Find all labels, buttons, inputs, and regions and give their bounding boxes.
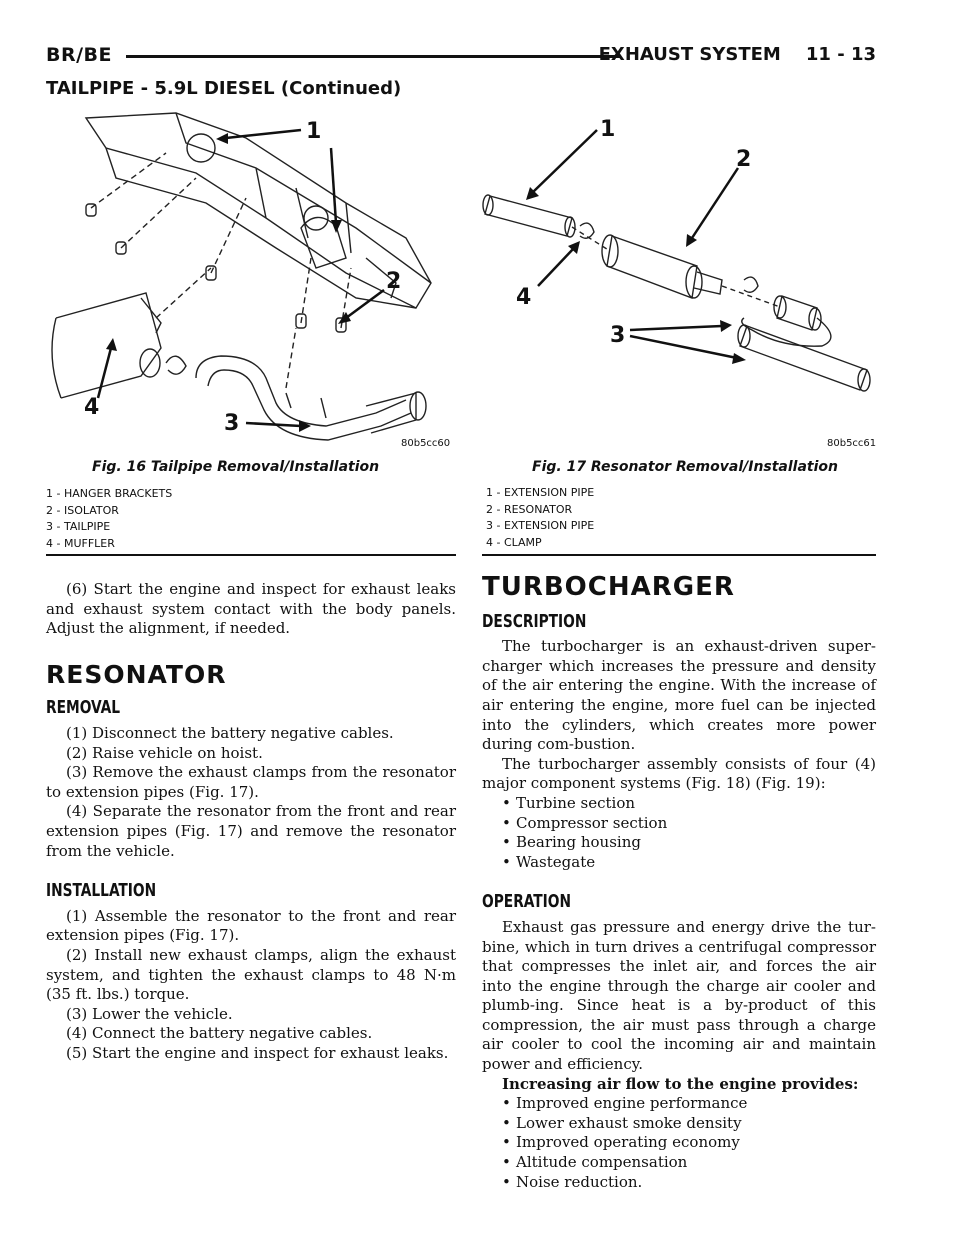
fig16-callout-4: 4 [84, 395, 100, 420]
fig16-code: 80b5cc60 [401, 438, 451, 449]
component-list-item: • Turbine section [502, 793, 636, 812]
header-rule [126, 55, 620, 58]
installation-step: (2) Install new exhaust clamps, align the exhaust system, and tighten the exhaust clamps to 48 N·m (35 ft. lbs.) torque. [46, 945, 456, 1004]
removal-step: (2) Raise vehicle on hoist. [66, 743, 263, 762]
bullet-text: Lower exhaust smoke density [516, 1113, 742, 1132]
bullet-text: Turbine section [516, 793, 636, 812]
benefit-list-item: • Improved engine performance [502, 1094, 748, 1113]
bullet-text: Compressor section [516, 813, 668, 832]
fig17-code: 80b5cc61 [827, 438, 877, 449]
bullet-text: Bearing housing [516, 833, 641, 852]
bullet-text: Wastegate [516, 852, 596, 871]
fig16-legend [46, 486, 172, 552]
fig16-callout-3: 3 [224, 411, 240, 436]
fig16-rule [46, 554, 456, 556]
fig16-legend-item: 3 - TAILPIPE [46, 520, 111, 533]
fig16-legend-item: 4 - MUFFLER [46, 536, 115, 550]
removal-step: (4) Separate the resonator from the front and rear extension pipes (Fig. 17) and remove the resonator from the vehicle. [46, 802, 456, 860]
continued-heading: TAILPIPE - 5.9L DIESEL (Continued) [46, 78, 402, 99]
fig17-callout-2: 2 [736, 147, 752, 172]
page-header [46, 44, 876, 68]
installation-step: (4) Connect the battery negative cables. [66, 1024, 373, 1043]
fig17-legend-item: 1 - EXTENSION PIPE [486, 486, 595, 499]
resonator-illustration [482, 108, 876, 448]
figure-16 [46, 108, 456, 558]
tailpipe-illustration [46, 108, 456, 448]
benefit-list-item: • Lower exhaust smoke density [502, 1113, 742, 1132]
description-paragraph: The turbocharger is an exhaust-driven super-charger which increases the pressure and density of the air entering the engine. With the increase of air entering the engine, more fuel can be injected into the cylinders, which creates more power during com-bustion. [482, 637, 876, 754]
operation-paragraph: Exhaust gas pressure and energy drive the tur-bine, which in turn drives a centrifugal compressor that compresses the inlet air, and forces the air into the engine through the charge air cooler and plumb-ing. Since heat is a by-product of this compression, the air must pass through a charge air cooler to cool the incoming air and maintain power and efficiency. [482, 917, 876, 1074]
fig17-legend [486, 485, 594, 551]
installation-step: (3) Lower the vehicle. [66, 1004, 233, 1023]
fig17-legend-item: 3 - EXTENSION PIPE [486, 519, 595, 532]
component-list-item: • Compressor section [502, 813, 668, 832]
fig17-rule [482, 554, 876, 556]
component-list-item: • Bearing housing [502, 833, 641, 852]
fig16-callout-1: 1 [306, 119, 322, 144]
resonator-heading: RESONATOR [46, 659, 227, 689]
installation-step: (1) Assemble the resonator to the front and rear extension pipes (Fig. 17). [46, 906, 456, 945]
fig16-legend-item: 1 - HANGER BRACKETS [46, 487, 173, 500]
operation-heading: OPERATION [482, 891, 571, 913]
benefit-list-item: • Noise reduction. [502, 1172, 643, 1191]
turbocharger-heading: TURBOCHARGER [482, 572, 735, 602]
removal-heading: REMOVAL [46, 697, 121, 719]
benefit-list-item: • Improved operating economy [502, 1133, 740, 1152]
fig17-legend-item: 4 - CLAMP [486, 535, 542, 549]
header-model: BR/BE [46, 44, 113, 66]
fig17-legend-item: 2 - RESONATOR [486, 502, 573, 516]
description-paragraph: The turbocharger assembly consists of four (4) major component systems (Fig. 18) (Fig. 19): [482, 754, 876, 793]
fig16-legend-item: 2 - ISOLATOR [46, 503, 119, 517]
operation-benefits-lead: Increasing air flow to the engine provides: [502, 1074, 859, 1093]
bullet-text: Improved operating economy [516, 1133, 740, 1152]
benefit-list-item: • Altitude compensation [502, 1153, 688, 1172]
fig16-caption: Fig. 16 Tailpipe Removal/Installation [92, 459, 380, 475]
right-column [482, 566, 876, 1192]
fig17-callout-1: 1 [600, 117, 616, 142]
installation-heading: INSTALLATION [46, 880, 157, 902]
bullet-text: Improved engine performance [516, 1094, 748, 1113]
fig16-callout-2: 2 [386, 269, 402, 294]
installation-step: (5) Start the engine and inspect for exhaust leaks. [66, 1043, 449, 1062]
left-column [46, 580, 456, 1063]
bullet-text: Altitude compensation [516, 1153, 688, 1172]
header-section-page: EXHAUST SYSTEM 11 - 13 [598, 44, 876, 65]
tailpipe-step-6: (6) Start the engine and inspect for exhaust leaks and exhaust system contact with the body panels. Adjust the alignment, if needed. [46, 580, 456, 638]
fig17-callout-4: 4 [516, 285, 532, 310]
removal-step: (1) Disconnect the battery negative cables. [66, 723, 394, 742]
fig17-callout-3: 3 [610, 323, 626, 348]
figure-17 [482, 108, 876, 558]
removal-step: (3) Remove the exhaust clamps from the resonator to extension pipes (Fig. 17). [46, 763, 456, 801]
bullet-text: Noise reduction. [516, 1172, 643, 1191]
component-list-item: • Wastegate [502, 852, 596, 871]
fig17-caption: Fig. 17 Resonator Removal/Installation [532, 459, 839, 475]
description-heading: DESCRIPTION [482, 610, 587, 632]
